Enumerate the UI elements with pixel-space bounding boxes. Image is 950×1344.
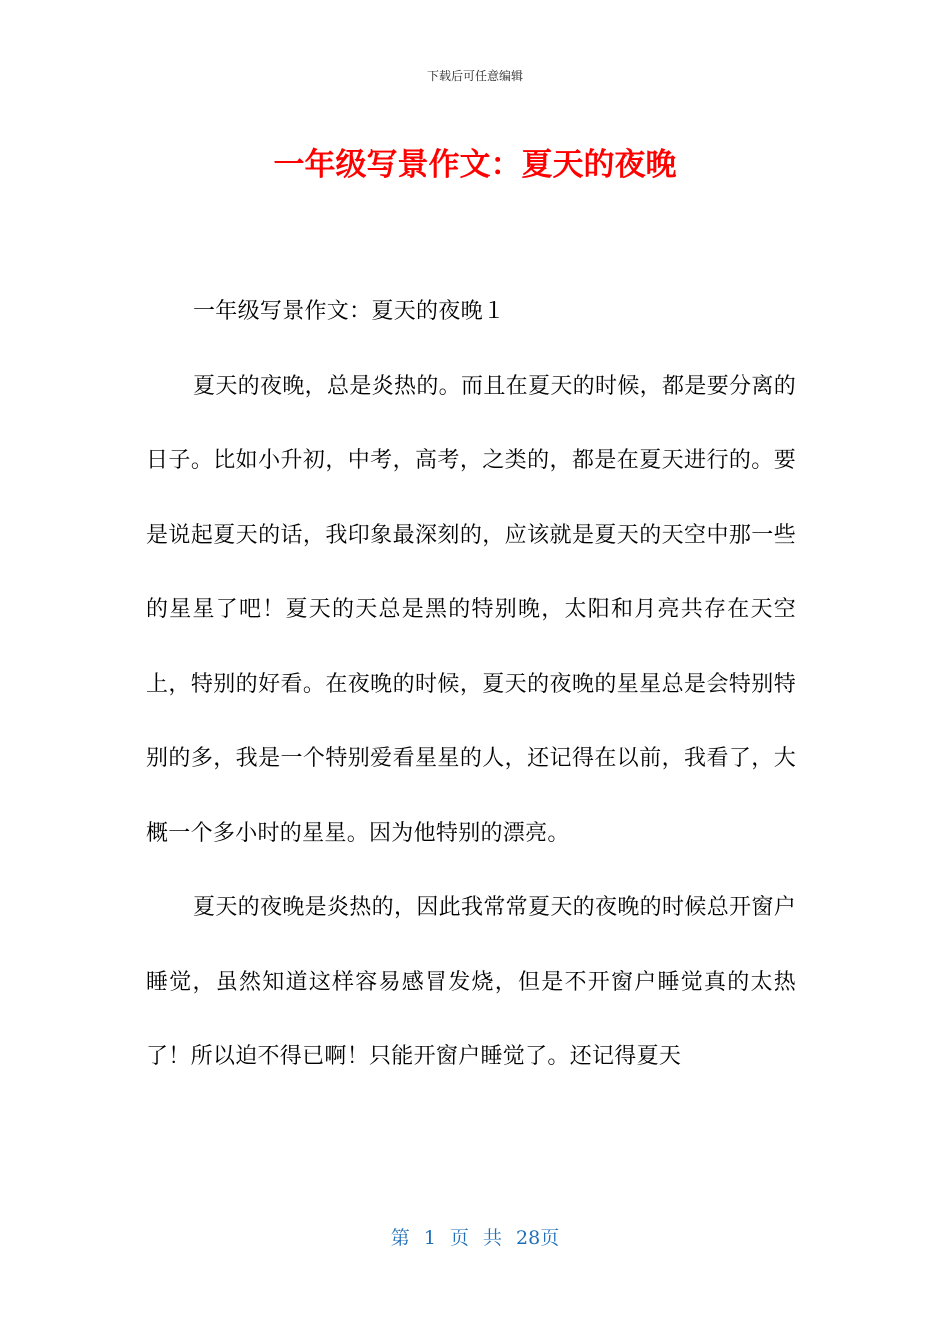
header-note: 下载后可任意编辑 <box>426 69 523 83</box>
document-body <box>146 275 796 1095</box>
paragraph-1: 夏天的夜晚，总是炎热的。而且在夏天的时候，都是要分离的日子。比如小升初，中考，高考，之类的，都是在夏天进行的。要是说起夏天的话，我印象最深刻的，应该就是夏天的天空中那一些的星星了吧！夏天的天总是黑的特别晚，太阳和月亮共存在天空上，特别的好看。在夜晚的时候，夏天的夜晚的星星总是会特别特别的多，我是一个特别爱看星星的人，还记得在以前，我看了，大概一个多小时的星星。因为他特别的漂亮。 <box>146 373 796 846</box>
paragraph-2: 夏天的夜晚是炎热的，因此我常常夏天的夜晚的时候总开窗户睡觉，虽然知道这样容易感冒发烧，但是不开窗户睡觉真的太热了！所以迫不得已啊！只能开窗户睡觉了。还记得夏天 <box>146 895 796 1069</box>
page-number-footer: 第 1 页 共 28页 <box>390 1227 560 1249</box>
document-title: 一年级写景作文：夏天的夜晚 <box>273 147 677 183</box>
section-subtitle: 一年级写景作文：夏天的夜晚１ <box>193 299 506 324</box>
